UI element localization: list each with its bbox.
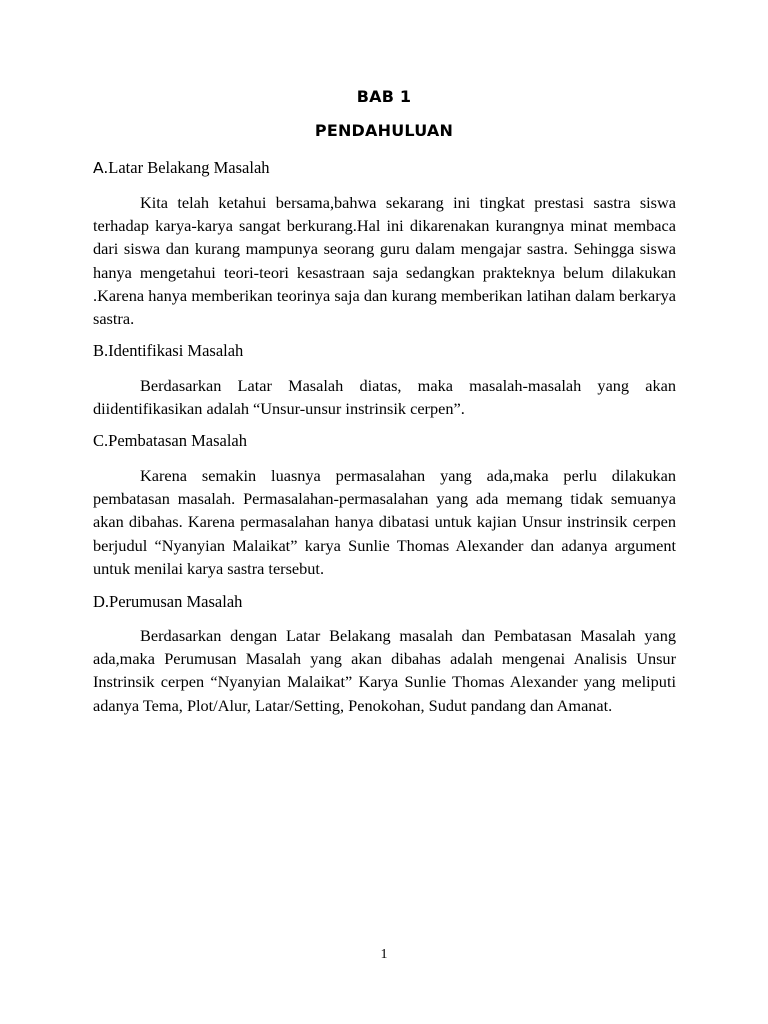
section-d-paragraph: Berdasarkan dengan Latar Belakang masalah dan Pembatasan Masalah yang ada,maka Perumusan Masalah yang akan dibahas adalah mengenai Analisis Unsur Instrinsik cerpen “Nyanyian Malaikat” Karya Sunlie Thomas Alexander yang meliputi adanya Tema, Plot/Alur, Latar/Setting, Penokohan, Sudut pandang dan Amanat. [93,626,676,715]
section-b-heading [93,340,243,362]
section-a-letter: A. [93,159,109,177]
section-a-title: Latar Belakang Masalah [108,158,270,177]
section-d-heading [93,591,242,613]
page-number: 1 [380,947,388,962]
section-a-paragraph: Kita telah ketahui bersama,bahwa sekarang ini tingkat prestasi sastra siswa terhadap karya-karya sangat berkurang.Hal ini dikarenakan kurangnya minat membaca dari siswa dan kurang mampunya seorang guru dalam mengajar sastra. Sehingga siswa hanya mengetahui teori-teori kesastraan saja sedangkan prakteknya belum dilakukan .Karena hanya memberikan teorinya saja dan kurang memberikan latihan dalam berkarya sastra. [93,193,676,329]
section-c-title: Pembatasan Masalah [108,431,247,450]
section-d-letter: D. [93,592,110,611]
section-a-heading [93,157,270,179]
section-c-letter: C. [93,431,109,450]
chapter-number: BAB 1 [356,87,412,106]
section-d-title: Perumusan Masalah [109,592,243,611]
chapter-title: PENDAHULUAN [314,121,454,140]
section-b-title: Identifikasi Masalah [108,341,244,360]
section-b-paragraph: Berdasarkan Latar Masalah diatas, maka masalah-masalah yang akan diidentifikasikan adalah “Unsur-unsur instrinsik cerpen”. [93,376,676,419]
section-c-paragraph: Karena semakin luasnya permasalahan yang ada,maka perlu dilakukan pembatasan masalah. Permasalahan-permasalahan yang ada memang tidak semuanya akan dibahas. Karena permasalahan hanya dibatasi untuk kajian Unsur instrinsik cerpen berjudul “Nyanyian Malaikat” karya Sunlie Thomas Alexander dan adanya argument untuk menilai karya sastra tersebut. [93,466,676,578]
section-b-letter: B. [93,341,109,360]
section-c-heading [93,430,247,452]
